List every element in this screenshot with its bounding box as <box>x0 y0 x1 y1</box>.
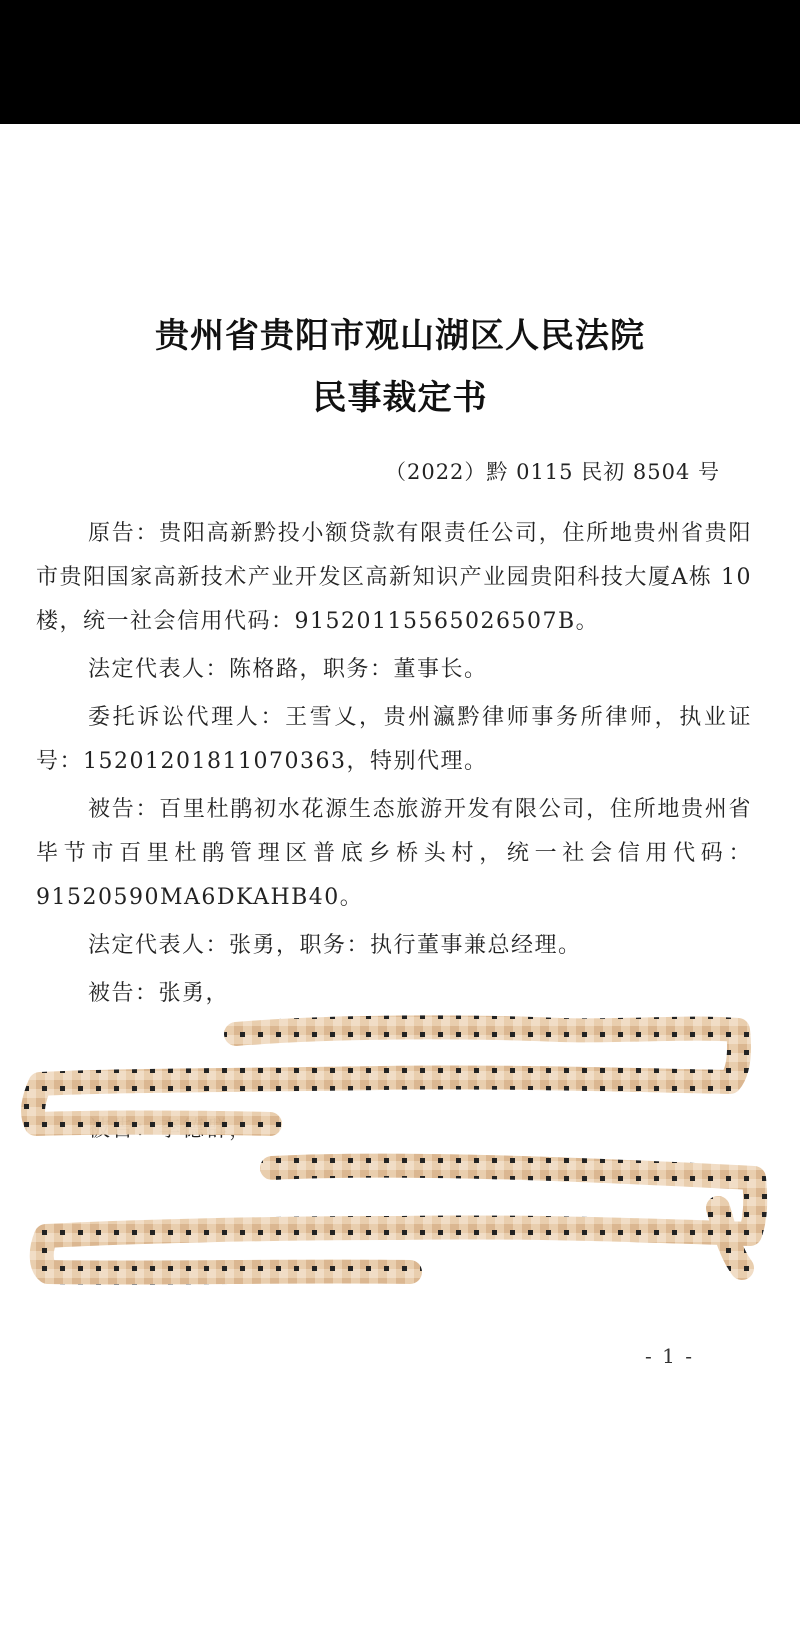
redaction-stroke-li <box>42 1166 755 1273</box>
paragraph-agent: 委托诉讼代理人：王雪乂，贵州瀛黔律师事务所律师，执业证号：15201201811070363，特别代理。 <box>36 705 752 774</box>
paragraph-defendant-legal-rep: 法定代表人：张勇，职务：执行董事兼总经理。 <box>88 933 582 958</box>
paragraph-plaintiff: 原告：贵阳高新黔投小额贷款有限责任公司，住所地贵州省贵阳市贵阳国家高新技术产业开发区高新知识产业园贵阳科技大厦A栋 10楼，统一社会信用代码：91520115565026507B。 <box>36 521 752 634</box>
page-number: - 1 - <box>645 1344 694 1368</box>
paragraph-defendant-zhang: 被告：张勇， <box>88 981 230 1006</box>
court-name: 贵州省贵阳市观山湖区人民法院 <box>155 316 645 356</box>
paragraph-defendant-li: 被告：李德群， <box>88 1117 253 1142</box>
paragraph-plaintiff-legal-rep: 法定代表人：陈格路，职务：董事长。 <box>88 657 488 682</box>
document-type-title: 民事裁定书 <box>312 378 488 418</box>
redaction-stroke-zhang <box>33 1027 739 1124</box>
case-number: （2022）黔 0115 民初 8504 号 <box>384 460 720 484</box>
paragraph-defendant-company: 被告：百里杜鹃初水花源生态旅游开发有限公司，住所地贵州省毕节市百里杜鹃管理区普底乡桥头村，统一社会信用代码：91520590MA6DKAHB40。 <box>36 797 752 910</box>
